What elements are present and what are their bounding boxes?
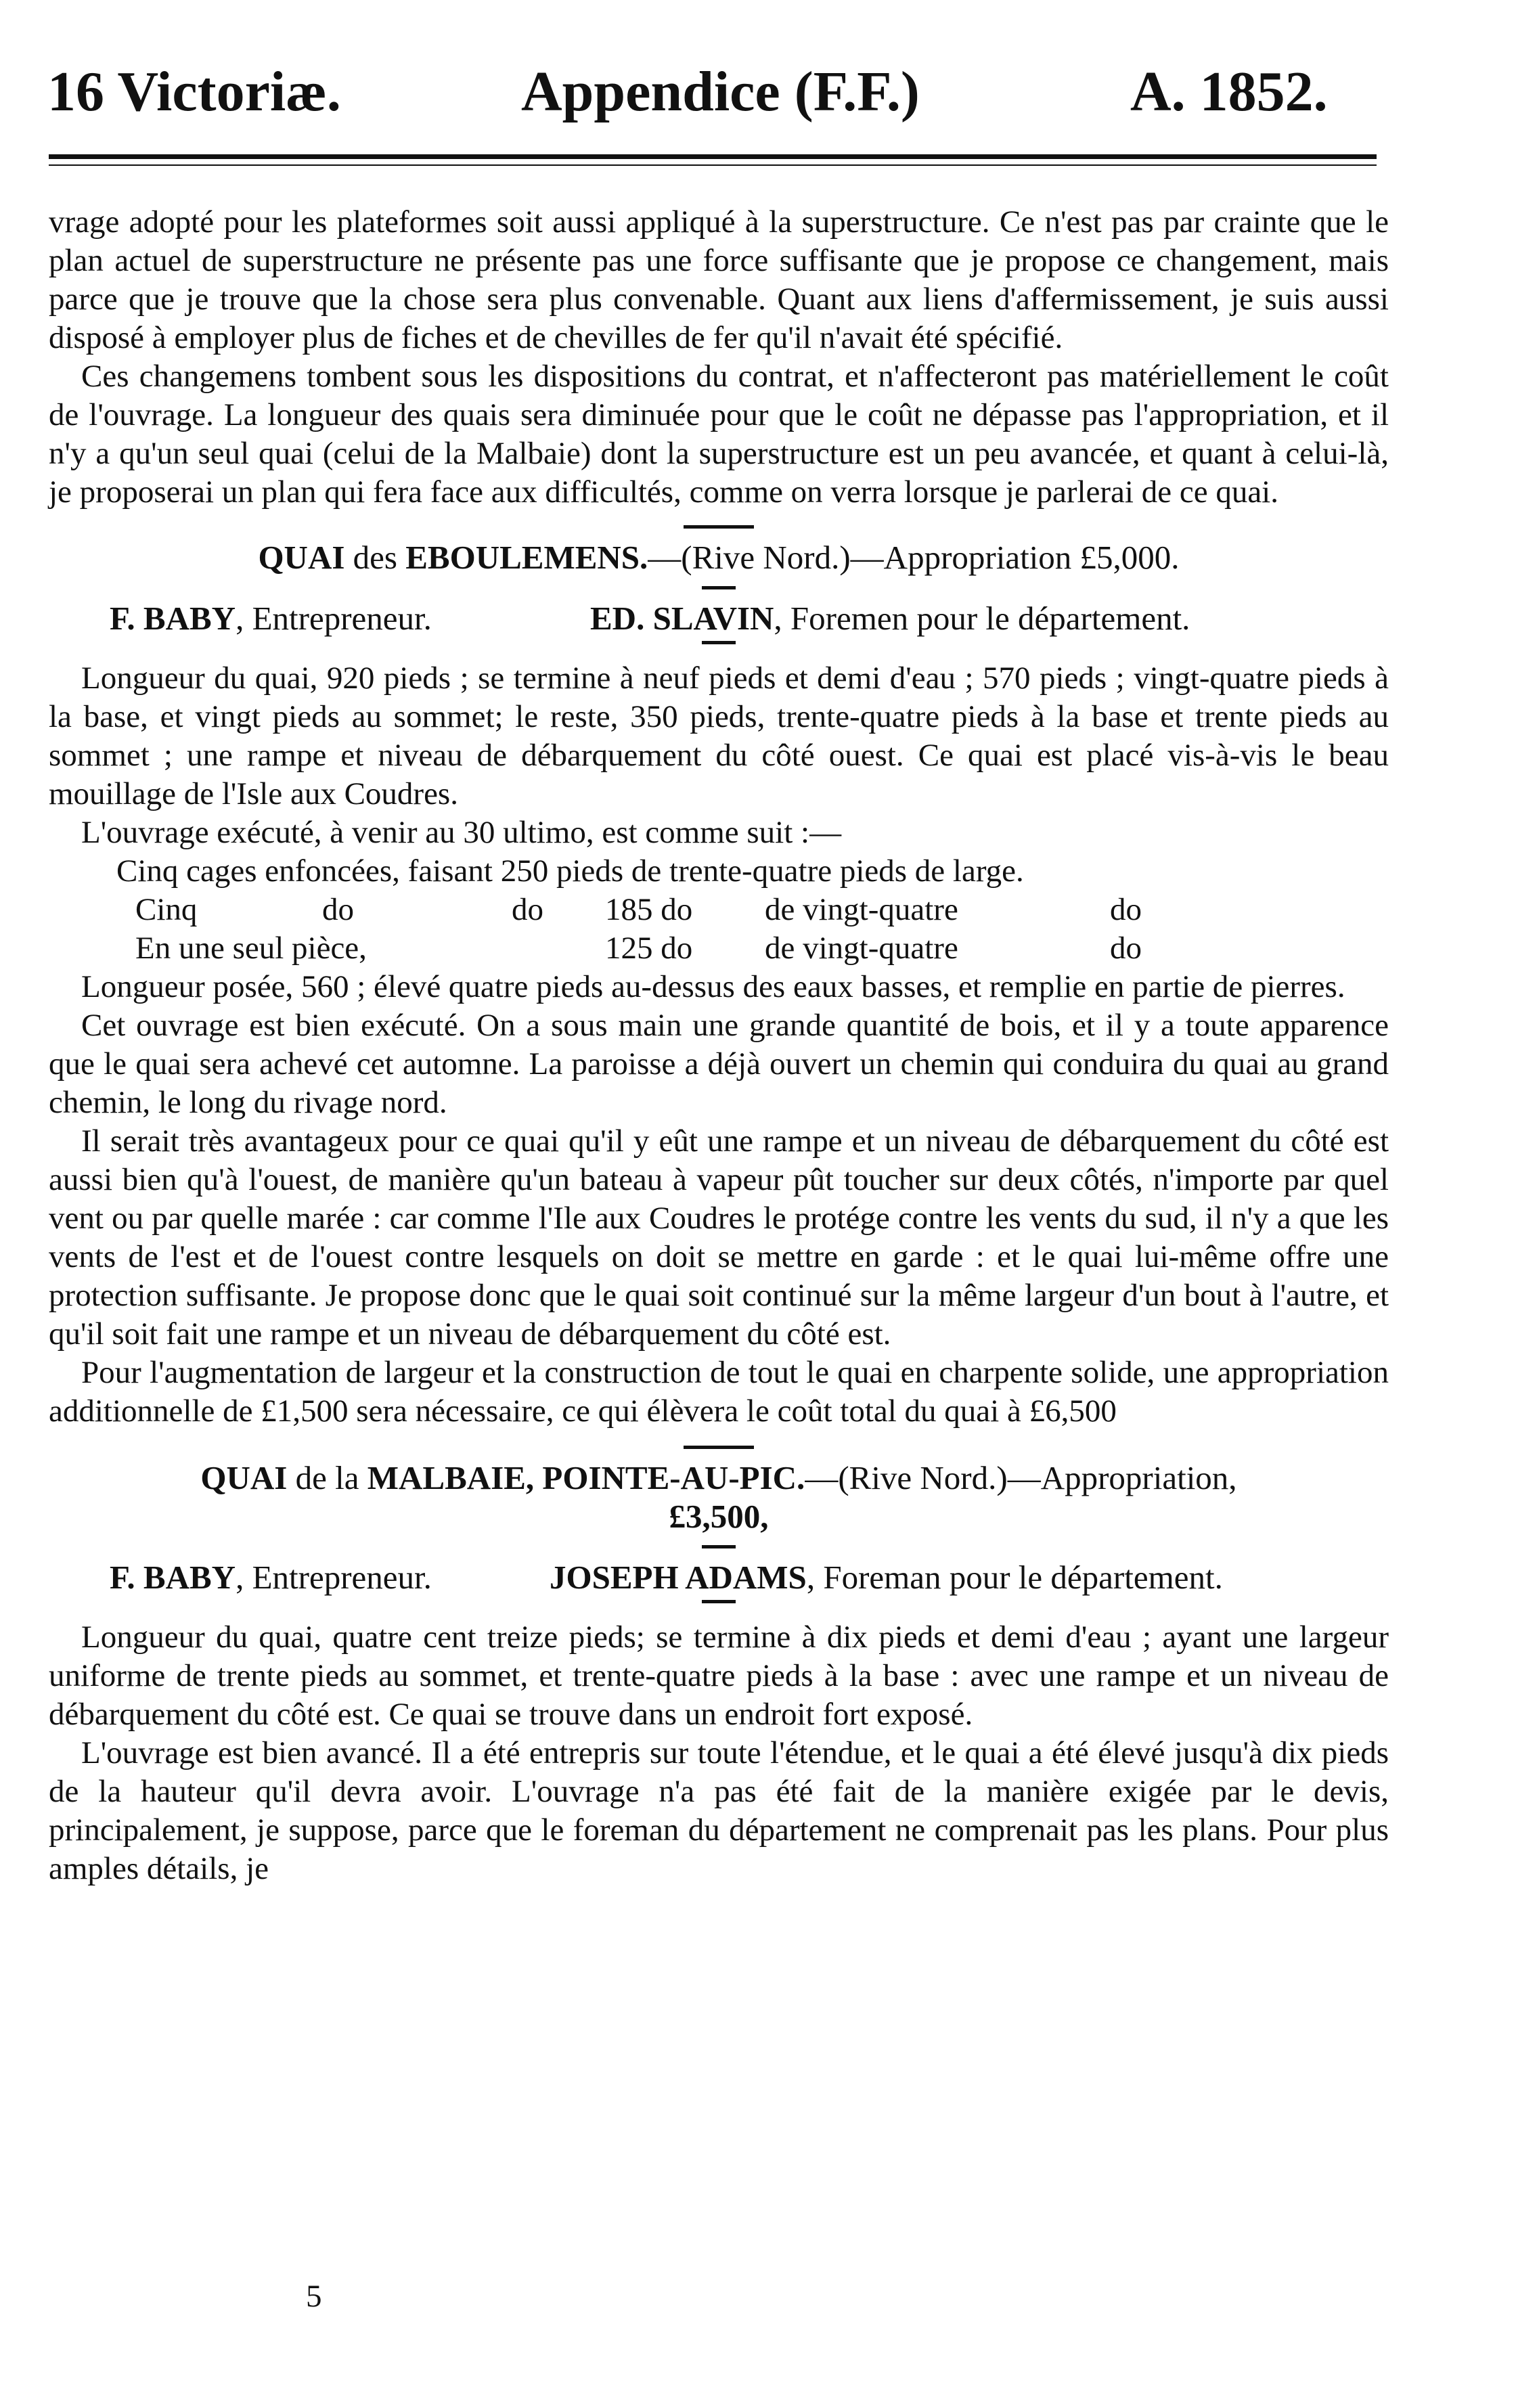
section-appropriation-malbaie: £3,500, — [669, 1498, 769, 1535]
paragraph-execution: Cet ouvrage est bien exécuté. On a sous main une grande quantité de bois, et il y a toute apparence que le quai sera achevé cet automne. La paroisse a déjà ouvert un chemin qui conduira du quai au grand chemin, le long du rivage nord. — [49, 1008, 1389, 1120]
table-row: En une seul pièce, 125 do de vingt-quatre do — [135, 931, 1142, 966]
contractor-name: F. BABY, Entrepreneur. — [110, 1559, 432, 1596]
header-rule-thin — [49, 164, 1377, 166]
foreman-name: JOSEPH ADAMS, Foreman pour le département. — [550, 1559, 1223, 1596]
paragraph-work-done: L'ouvrage exécuté, à venir au 30 ultimo, est comme suit :— — [81, 815, 842, 850]
paragraph-length-malbaie: Longueur du quai, quatre cent treize pieds; se termine à dix pieds et demi d'eau ; ayant une largeur uniforme de trente pieds au sommet, et trente-quatre pieds à la base : avec une rampe et un niveau de débarquement du côté est. Ce quai se trouve dans un endroit fort exposé. — [49, 1620, 1389, 1732]
table-row: Cinq do do 185 do de vingt-quatre do — [135, 892, 1142, 927]
table-row: Cinq cages enfoncées, faisant 250 pieds de trente-quatre pieds de large. — [116, 853, 1024, 889]
body-text — [49, 203, 1389, 1888]
contractor-line — [49, 599, 1389, 641]
work-table — [49, 852, 1389, 968]
paragraph-changes: Ces changemens tombent sous les dispositions du contrat, et n'affecteront pas matériellement le coût de l'ouvrage. La longueur des quais sera diminuée pour que le coût ne dépasse pas l'appropriation, et il n'y a qu'un seul quai (celui de la Malbaie) dont la superstructure est un peu avancée, et quant à celui-là, je proposerai un plan qui fera face aux difficultés, comme on verra lorsque je parlerai de ce quai. — [49, 359, 1389, 510]
header-rule-thick — [49, 154, 1377, 159]
contractor-name: F. BABY, Entrepreneur. — [110, 600, 432, 637]
header-session: 16 Victoriæ. — [47, 60, 341, 123]
header-year: A. 1852. — [1130, 60, 1328, 123]
paragraph-length: Longueur du quai, 920 pieds ; se termine à neuf pieds et demi d'eau ; 570 pieds ; vingt-quatre pieds à la base, et vingt pieds au sommet; le reste, 350 pieds, trente-quatre pieds à la base et trente pieds au sommet ; une rampe et niveau de débarquement du côté ouest. Ce quai est placé vis-à-vis le beau mouillage de l'Isle aux Coudres. — [49, 661, 1389, 811]
paragraph-progress-malbaie: L'ouvrage est bien avancé. Il a été entrepris sur toute l'étendue, et le quai a été élevé jusqu'à dix pieds de la hauteur qu'il devra avoir. L'ouvrage n'a pas été fait de la manière exigée par le devis, principalement, je suppose, parce que le foreman du département ne comprenait pas les plans. Pour plus amples détails, je — [49, 1735, 1389, 1886]
paragraph-advantage: Il serait très avantageux pour ce quai qu'il y eût une rampe et un niveau de débarquement du côté est aussi bien qu'à l'ouest, de manière qu'un bateau à vapeur pût toucher sur deux côtés, n'importe par quel vent ou par quelle marée : car comme l'Ile aux Coudres le protége contre les vents du sud, il n'y a que les vents de l'est et de l'ouest contre lesquels on doit se mettre en garde : et le quai lui-même offre une protection suffisante. Je propose donc que le quai soit continué sur la même largeur d'un bout à l'autre, et qu'il soit fait une rampe et un niveau de débarquement du côté est. — [49, 1123, 1389, 1352]
section-title-malbaie: QUAI de la MALBAIE, POINTE-AU-PIC.—(Rive Nord.)—Appropriation, — [200, 1459, 1237, 1496]
section-title-eboulemens: QUAI des EBOULEMENS.—(Rive Nord.)—Appropriation £5,000. — [258, 539, 1180, 576]
foreman-name: ED. SLAVIN, Foremen pour le département. — [590, 600, 1190, 637]
contractor-line — [49, 1558, 1389, 1600]
page-number: 5 — [306, 2279, 322, 2314]
header-appendix: Appendice (F.F.) — [521, 60, 920, 123]
paragraph-laid-length: Longueur posée, 560 ; élevé quatre pieds au-dessus des eaux basses, et remplie en partie de pierres. — [81, 969, 1345, 1004]
paragraph-appropriation: Pour l'augmentation de largeur et la construction de tout le quai en charpente solide, une appropriation additionnelle de £1,500 sera nécessaire, ce qui élèvera le coût total du quai à £6,500 — [49, 1355, 1389, 1429]
paragraph-continuation: vrage adopté pour les plateformes soit aussi appliqué à la superstructure. Ce n'est pas par crainte que le plan actuel de superstructure ne présente pas une force suffisante que je propose ce changement, mais parce que je trouve que la chose sera plus convenable. Quant aux liens d'affermissement, je suis aussi disposé à employer plus de fiches et de chevilles de fer qu'il n'avait été spécifié. — [49, 204, 1389, 355]
page-header — [47, 51, 1374, 133]
